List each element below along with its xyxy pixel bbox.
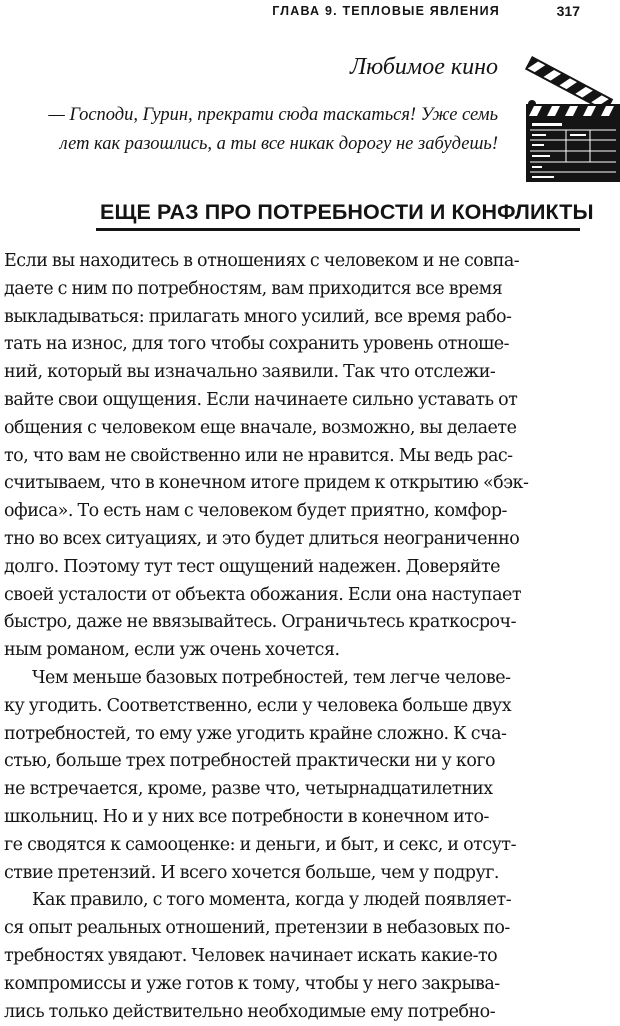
running-header: [0, 4, 620, 20]
heading-underline: [96, 228, 580, 231]
text-line: тно во всех ситуациях, и это будет длиться неограниченно: [4, 528, 520, 549]
text-line: долго. Поэтому тут тест ощущений надежен. Доверяйте: [4, 556, 501, 577]
text-line: общения с человеком еще вначале, возможно, вы делаете: [4, 417, 517, 438]
text-line: своей усталости от объекта обожания. Если она наступает: [4, 584, 522, 605]
text-line: потребностей, то ему уже угодить крайне сложно. К сча-: [4, 723, 507, 744]
favorite-movie-box: [0, 48, 620, 168]
text-line: ге сводятся к самооценке: и деньги, и быт, и секс, и отсут-: [4, 834, 517, 855]
text-line: то, что вам не свойственно или не нравится. Мы ведь рас-: [4, 445, 513, 466]
text-line: тать на износ, для того чтобы сохранить уровень отноше-: [4, 334, 510, 355]
film-clapperboard-icon: [522, 50, 620, 184]
text-line: считываем, что в конечном итоге придем к открытию «бэк-: [4, 473, 529, 494]
movie-quote-line: лет как разошлись, а ты все никак дорогу не забудешь!: [59, 134, 498, 154]
text-line: лись только действительно необходимые ему потребно-: [4, 1001, 496, 1022]
text-line: Если вы находитесь в отношениях с человеком и не совпа-: [4, 251, 520, 271]
text-line: даете с ним по потребностям, вам приходится все время: [4, 278, 503, 299]
text-line: быстро, даже не ввязывайтесь. Ограничьтесь краткосроч-: [4, 612, 517, 633]
running-title: ГЛАВА 9. ТЕПЛОВЫЕ ЯВЛЕНИЯ: [272, 4, 500, 18]
favorite-movie-title: Любимое кино: [349, 54, 498, 80]
text-line: вайте свои ощущения. Если начинаете сильно уставать от: [4, 389, 518, 410]
paragraph-first-line: Как правило, с того момента, когда у людей появляет-: [32, 890, 512, 911]
text-line: требностях увядают. Человек начинает искать какие-то: [4, 945, 498, 966]
text-line: компромиссы и уже готов к тому, чтобы у него закрыва-: [4, 973, 500, 994]
body-text: [4, 248, 608, 1026]
movie-quote: [0, 101, 498, 159]
page-number: 317: [556, 3, 580, 19]
text-line: выкладываться: прилагать много усилий, все время рабо-: [4, 306, 512, 327]
text-line: офиса». То есть нам с человеком будет приятно, комфор-: [4, 501, 507, 522]
text-line: ку угодить. Соответственно, если у человека больше двух: [4, 695, 512, 716]
text-line: не встречается, кроме, разве что, четырнадцатилетних: [4, 779, 493, 800]
text-line: ся опыт реальных отношений, претензии в небазовых по-: [4, 918, 510, 939]
text-line: ным романом, если уж очень хочется.: [4, 640, 340, 661]
text-line: ствие претензий. И всего хочется больше, чем у подруг.: [4, 862, 499, 883]
text-line: школьниц. Но и у них все потребности в конечном ито-: [4, 806, 489, 827]
section-heading: ЕЩЕ РАЗ ПРО ПОТРЕБНОСТИ И КОНФЛИКТЫ: [100, 200, 594, 224]
text-line: ний, который вы изначально заявили. Так что отслежи-: [4, 362, 496, 383]
text-line: стью, больше трех потребностей практически ни у кого: [4, 751, 496, 772]
paragraph-first-line: Чем меньше базовых потребностей, тем легче челове-: [32, 667, 511, 688]
movie-quote-line: — Господи, Гурин, прекрати сюда таскаться! Уже семь: [48, 105, 498, 125]
